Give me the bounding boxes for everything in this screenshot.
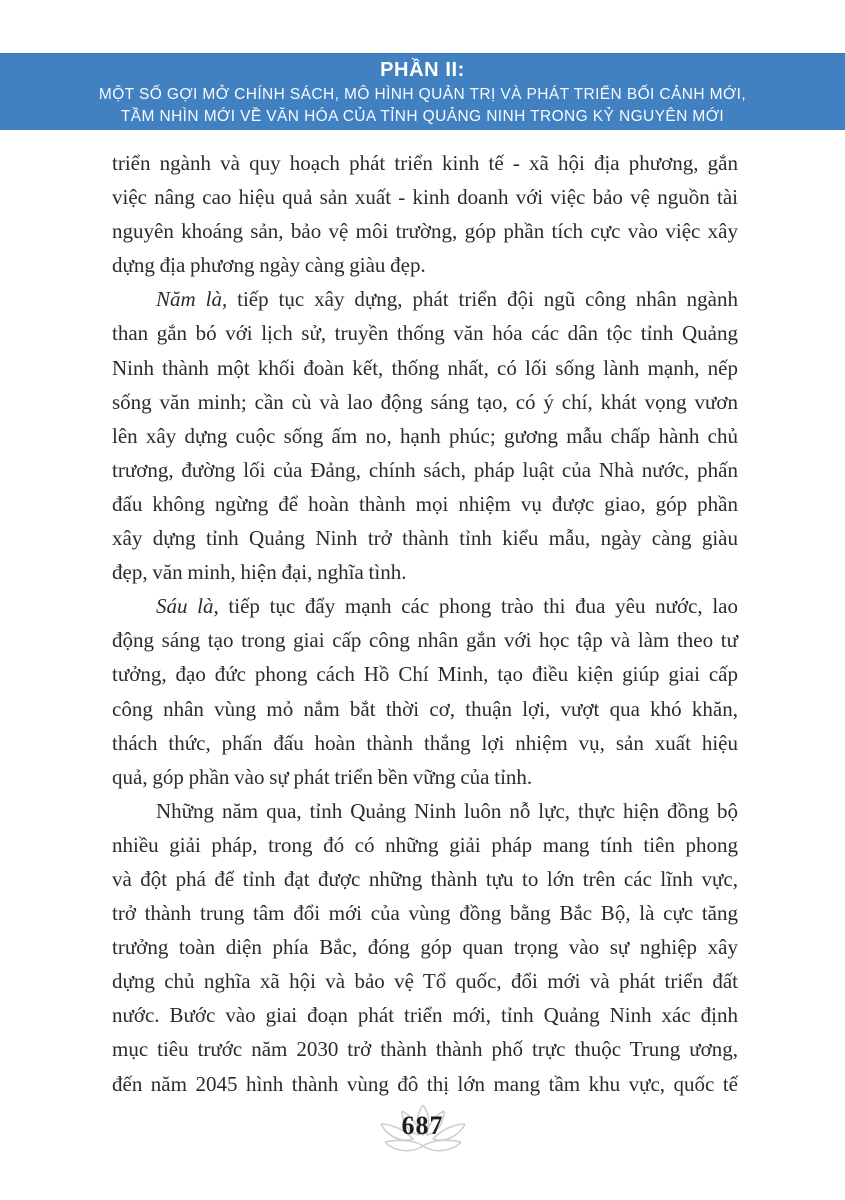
text-line: tưởng, đạo đức phong cách Hồ Chí Minh, tạo điều kiện giúp giai cấp [112,662,738,687]
text-line: công nhân vùng mỏ nắm bắt thời cơ, thuận lợi, vượt qua khó khăn, [112,696,738,721]
text-line: đến năm 2045 hình thành vùng đô thị lớn mang tầm khu vực, quốc tế [112,1071,738,1096]
text-line: Năm là, tiếp tục xây dựng, phát triển đội ngũ công nhân ngành [156,287,738,312]
paragraph-lead: Sáu là, [156,594,229,619]
page-body [112,146,738,1101]
text-line: trở thành trung tâm đổi mới của vùng đồng bằng Bắc Bộ, là cực tăng [112,901,738,926]
text-line: than gắn bó với lịch sử, truyền thống văn hóa các dân tộc tỉnh Quảng [112,321,738,346]
section-subtitle-line2: TẦM NHÌN MỚI VỀ VĂN HÓA CỦA TỈNH QUẢNG NINH TRONG KỶ NGUYÊN MỚI [120,108,725,125]
text-line: Những năm qua, tỉnh Quảng Ninh luôn nỗ lực, thực hiện đồng bộ [156,798,738,823]
text-line: trưởng toàn diện phía Bắc, đóng góp quan trọng vào sự nghiệp xây [112,935,738,960]
text-line: nhiều giải pháp, trong đó có những giải pháp mang tính tiên phong [112,832,738,857]
paragraph-lead: Năm là, [156,287,238,312]
section-subtitle-line1: MỘT SỐ GỢI MỞ CHÍNH SÁCH, MÔ HÌNH QUẢN TRỊ VÀ PHÁT TRIỂN BỐI CẢNH MỚI, [98,86,747,103]
text-line: thách thức, phấn đấu hoàn thành thắng lợi nhiệm vụ, sản xuất hiệu [112,730,738,755]
text-line: việc nâng cao hiệu quả sản xuất - kinh doanh với việc bảo vệ nguồn tài [112,185,738,210]
part-label: PHẦN II: [380,59,465,81]
text-line: đẹp, văn minh, hiện đại, nghĩa tình. [112,560,407,585]
text-line: đấu không ngừng để hoàn thành mọi nhiệm vụ được giao, góp phần [112,491,738,516]
text-line: và đột phá để tỉnh đạt được những thành tựu to lớn trên các lĩnh vực, [112,866,738,891]
text-line: triển ngành và quy hoạch phát triển kinh tế - xã hội địa phương, gắn [112,151,738,175]
text-line: trương, đường lối của Đảng, chính sách, pháp luật của Nhà nước, phấn [112,457,738,482]
text-line: quả, góp phần vào sự phát triển bền vững của tỉnh. [112,764,533,789]
text-line: động sáng tạo trong giai cấp công nhân gắn với học tập và làm theo tư [112,628,738,653]
page-number: 687 [401,1111,444,1140]
text-line: xây dựng tỉnh Quảng Ninh trở thành tỉnh kiểu mẫu, ngày càng giàu [112,526,738,551]
text-line: lên xây dựng cuộc sống ấm no, hạnh phúc; gương mẫu chấp hành chủ [112,423,738,448]
text-line: Sáu là, tiếp tục đẩy mạnh các phong trào thi đua yêu nước, lao [156,594,738,619]
text-line: mục tiêu trước năm 2030 trở thành thành phố trực thuộc Trung ương, [112,1037,738,1062]
text-line: sống văn minh; cần cù và lao động sáng tạo, có ý chí, khát vọng vươn [112,389,738,414]
text-line: Ninh thành một khối đoàn kết, thống nhất, có lối sống lành mạnh, nếp [112,355,738,380]
text-line: dựng chủ nghĩa xã hội và bảo vệ Tổ quốc, đổi mới và phát triển đất [112,969,738,994]
section-header-bar [0,53,845,130]
text-line: dựng địa phương ngày càng giàu đẹp. [112,253,426,278]
text-line: nước. Bước vào giai đoạn phát triển mới, tỉnh Quảng Ninh xác định [112,1003,738,1028]
page-footer [0,1098,845,1168]
text-line: nguyên khoáng sản, bảo vệ môi trường, góp phần tích cực vào việc xây [112,219,738,244]
